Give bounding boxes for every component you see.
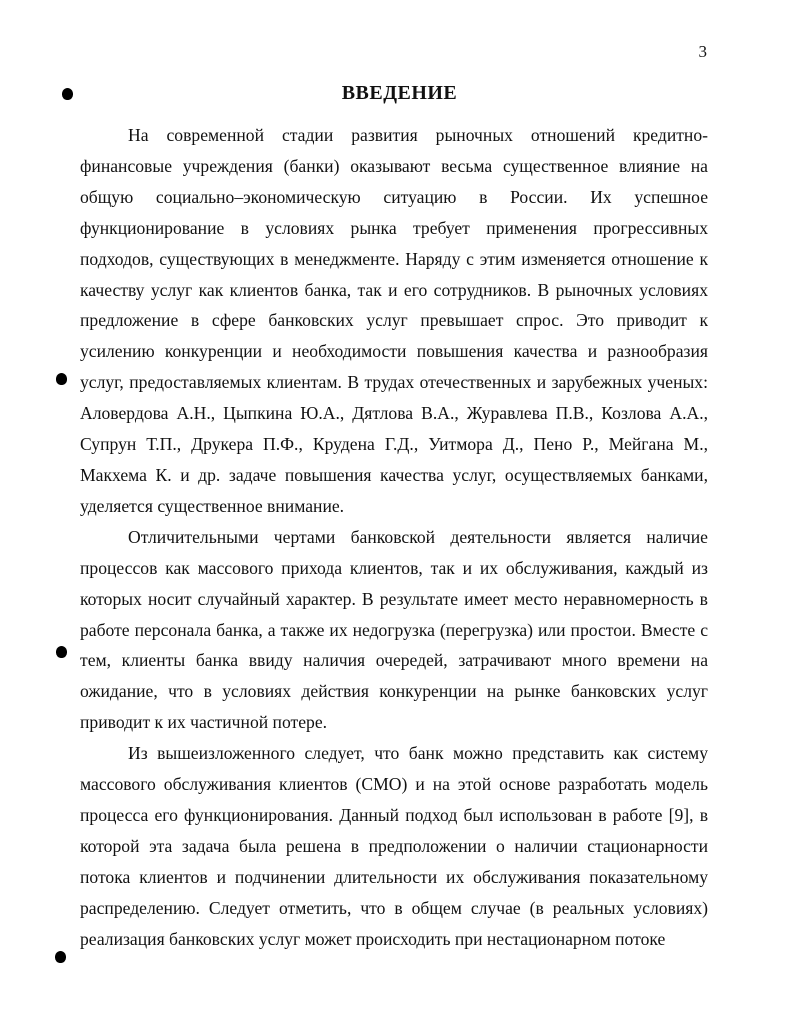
paragraph: Отличительными чертами банковской деятельности является наличие процессов как массового прихода клиентов, так и их обслуживания, каждый из которых носит случайный характер. В результате имеет место неравномерность в работе персонала банка, а также их недогрузка (перегрузка) или простои. Вместе с тем, клиенты банка ввиду наличия очередей, затрачивают много времени на ожидание, что в условиях действия конкуренции на рынке банковских услуг приводит к их частичной потере.	[80, 526, 708, 733]
punch-hole-mark	[56, 373, 67, 385]
punch-hole-mark	[56, 646, 67, 658]
paragraph: На современной стадии развития рыночных отношений кредитно-финансовые учреждения (банки) оказывают весьма существенное влияние на общую социально–экономическую ситуацию в России. Их успешное функционирование в условиях рынка требует применения прогрессивных подходов, существующих в менеджменте. Наряду с этим изменяется отношение к качеству услуг как клиентов банка, так и его сотрудников. В рыночных условиях предложение в сфере банковских услуг превышает спрос. Это приводит к усилению конкуренции и необходимости повышения качества и разнообразия услуг, предоставляемых клиентам. В трудах отечественных и зарубежных ученых: Аловердова А.Н., Цыпкина Ю.А., Дятлова В.А., Журавлева П.В., Козлова А.А., Супрун Т.П., Друкера П.Ф., Крудена Г.Д., Уитмора Д., Пено Р., Мейгана М., Макхема К. и др. задаче повышения качества услуг, осуществляемых банками, уделяется существенное внимание.	[80, 125, 708, 516]
page-number: 3	[698, 42, 707, 61]
punch-hole-mark	[55, 951, 66, 963]
body-text	[80, 120, 708, 954]
paragraph: Из вышеизложенного следует, что банк можно представить как систему массового обслуживания клиентов (СМО) и на этой основе разработать модель процесса его функционирования. Данный подход был использован в работе [9], в которой эта задача была решена в предположении о наличии стационарности потока клиентов и подчинении длительности их обслуживания показательному распределению. Следует отметить, что в общем случае (в реальных условиях) реализация банковских услуг может происходить при нестационарном потоке	[80, 743, 708, 949]
section-title: ВВЕДЕНИЕ	[341, 82, 458, 104]
